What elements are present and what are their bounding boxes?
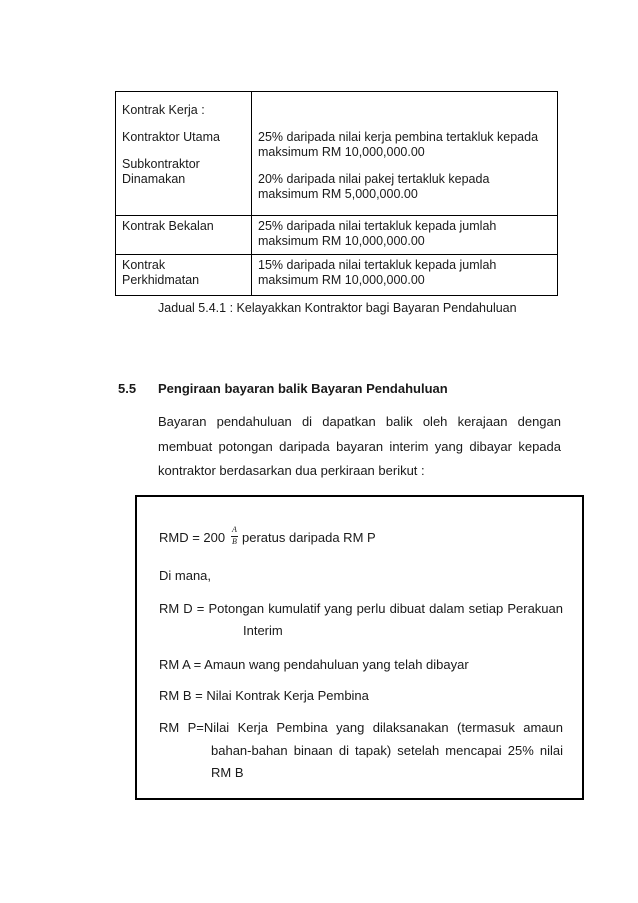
definition-rm-b: RM B = Nilai Kontrak Kerja Pembina (159, 688, 369, 703)
paragraph-line: Bayaran pendahuluan di dapatkan balik oleh kerajaan dengan (158, 414, 561, 429)
table-caption: Jadual 5.4.1 : Kelayakkan Kontraktor bagi Bayaran Pendahuluan (158, 301, 517, 315)
formula-prefix: RMD = 200 (159, 530, 226, 545)
cell-text: 15% daripada nilai tertakluk kepada jumlah (258, 258, 497, 272)
section-title: Pengiraan bayaran balik Bayaran Pendahuluan (158, 381, 448, 396)
formula-box (135, 495, 584, 800)
cell-text: maksimum RM 10,000,000.00 (258, 145, 425, 159)
definition-rm-d: RM D = Potongan kumulatif yang perlu dibuat dalam setiap Perakuan (159, 601, 563, 616)
cell-text: 20% daripada nilai pakej tertakluk kepada (258, 172, 490, 186)
definition-rm-d-cont: Interim (243, 623, 283, 638)
cell-text: Dinamakan (122, 172, 186, 186)
fraction-numerator: A (232, 525, 237, 534)
table-cell (252, 216, 558, 255)
formula-suffix: peratus daripada RM P (242, 530, 376, 545)
table-cell (116, 216, 252, 255)
cell-text: Subkontraktor (122, 157, 200, 171)
fraction-denominator: B (232, 537, 237, 546)
table-row (116, 92, 558, 216)
table-cell (252, 255, 558, 296)
definition-rm-p-cont: bahan-bahan binaan di tapak) setelah mencapai 25% nilai (211, 743, 563, 758)
definition-rm-p: RM P=Nilai Kerja Pembina yang dilaksanakan (termasuk amaun (159, 720, 563, 735)
definition-rm-p-cont: RM B (211, 765, 244, 780)
paragraph-line: kontraktor berdasarkan dua perkiraan berikut : (158, 463, 425, 478)
cell-text: 25% daripada nilai tertakluk kepada jumlah (258, 219, 497, 233)
table-row (116, 216, 558, 255)
paragraph-line: membuat potongan daripada bayaran interim yang dibayar kepada (158, 438, 561, 454)
where-label: Di mana, (159, 568, 212, 583)
cell-text: Kontrak Kerja : (122, 103, 205, 117)
cell-text: 25% daripada nilai kerja pembina tertakluk kepada (258, 130, 539, 144)
table-cell (116, 92, 252, 216)
cell-text: maksimum RM 10,000,000.00 (258, 234, 425, 248)
definition-rm-a: RM A = Amaun wang pendahuluan yang telah dibayar (159, 657, 469, 672)
table-cell (116, 255, 252, 296)
cell-text: Kontrak (122, 258, 166, 272)
cell-text: Kontrak Bekalan (122, 219, 214, 233)
table-row (116, 255, 558, 296)
contractor-eligibility-table (115, 91, 558, 296)
cell-text: Perkhidmatan (122, 273, 200, 287)
section-paragraph (158, 410, 561, 484)
section-number: 5.5 (118, 381, 137, 396)
cell-text: Kontraktor Utama (122, 130, 220, 144)
cell-text: maksimum RM 5,000,000.00 (258, 187, 418, 201)
cell-text: maksimum RM 10,000,000.00 (258, 273, 425, 287)
table-cell (252, 92, 558, 216)
